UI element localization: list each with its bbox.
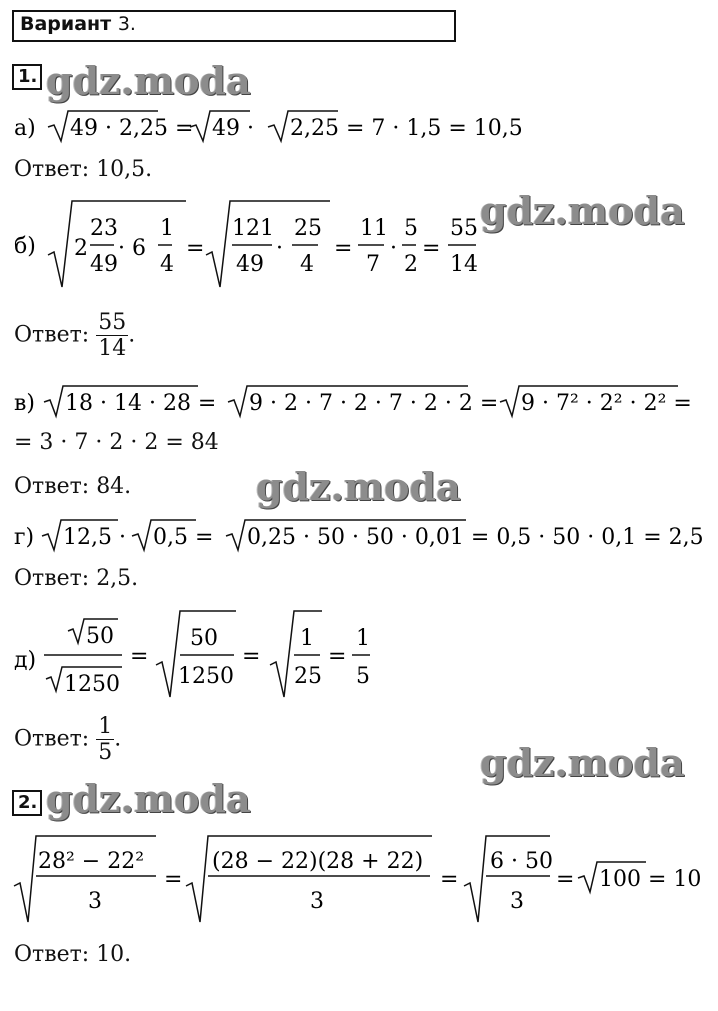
svg-text:1: 1 <box>356 626 370 651</box>
variant-number: 3. <box>117 13 136 35</box>
task2-number: 2. <box>12 790 42 816</box>
task1-v-answer: Ответ: 84. <box>14 474 132 499</box>
fraction-numerator: 1 <box>98 714 113 739</box>
task1-b-letter: б) <box>14 234 36 259</box>
svg-text:2: 2 <box>404 252 418 277</box>
svg-text:49: 49 <box>236 252 264 277</box>
svg-text:· 6: · 6 <box>118 236 146 261</box>
svg-text:49: 49 <box>90 252 118 277</box>
svg-text:=: = <box>164 867 183 892</box>
svg-text:5: 5 <box>356 664 370 689</box>
task1-g-answer: Ответ: 2,5. <box>14 566 139 591</box>
svg-text:=: = <box>328 644 347 669</box>
svg-text:14: 14 <box>450 252 478 277</box>
answer-fraction <box>96 310 128 361</box>
svg-text:·: · <box>276 236 283 261</box>
fraction-numerator: 55 <box>98 310 127 335</box>
svg-text:·: · <box>390 236 397 261</box>
answer-label: Ответ: <box>14 726 90 752</box>
task1-v-expression <box>10 382 710 426</box>
task2-answer: Ответ: 10. <box>14 942 132 967</box>
svg-text:2: 2 <box>74 236 88 261</box>
svg-text:3: 3 <box>510 889 524 914</box>
variant-title <box>20 13 136 35</box>
svg-text:=: = <box>556 867 575 892</box>
task2-expression <box>10 830 716 930</box>
watermark: gdz.moda <box>256 464 461 509</box>
svg-text:9 · 7² · 2² · 2² =: 9 · 7² · 2² · 2² = <box>521 391 692 416</box>
svg-text:3: 3 <box>88 889 102 914</box>
svg-text:25: 25 <box>294 216 322 241</box>
watermark: gdz.moda <box>480 188 685 233</box>
task1-d-expression <box>10 605 410 705</box>
svg-text:1250: 1250 <box>178 664 234 689</box>
svg-text:в): в) <box>14 391 35 416</box>
svg-text:=: = <box>440 867 459 892</box>
svg-text:=: = <box>130 644 149 669</box>
task1-b-answer: Ответ: $\frac{55}{14}$ . <box>14 310 136 361</box>
svg-text:1: 1 <box>160 216 174 241</box>
task1-d-answer: Ответ: $\frac{1}{5}$ . <box>14 714 122 765</box>
svg-text:0,25 · 50 · 50 · 0,01 = 0,5 ·: 0,25 · 50 · 50 · 0,01 = 0,5 · 50 · 0,1 = 2,5 <box>247 525 704 550</box>
svg-text:г): г) <box>14 525 35 550</box>
svg-text:55: 55 <box>450 216 478 241</box>
svg-text:2,25 = 7 · 1,5 = 10,5: 2,25 = 7 · 1,5 = 10,5 <box>290 116 523 141</box>
svg-text:100 = 10: 100 = 10 <box>599 867 702 892</box>
task1-g-expression <box>10 514 710 558</box>
svg-text:=: = <box>186 236 205 261</box>
svg-text:11: 11 <box>360 216 388 241</box>
task1-number: 1. <box>12 64 42 90</box>
svg-text:=: = <box>334 236 353 261</box>
svg-text:18 · 14 · 28 =: 18 · 14 · 28 = <box>65 391 217 416</box>
variant-label: Вариант <box>20 13 112 35</box>
task1-v-line2: = 3 · 7 · 2 · 2 = 84 <box>14 430 219 455</box>
svg-text:0,5 =: 0,5 = <box>153 525 214 550</box>
svg-text:49 ·: 49 · <box>212 116 254 141</box>
svg-text:3: 3 <box>310 889 324 914</box>
svg-text:1: 1 <box>300 626 314 651</box>
svg-text:12,5 ·: 12,5 · <box>63 525 126 550</box>
svg-text:=: = <box>422 236 441 261</box>
fraction-denominator: 5 <box>98 740 113 765</box>
svg-text:9 · 2 · 7 · 2 · 7 · 2 · 2 =: 9 · 2 · 7 · 2 · 7 · 2 · 2 = <box>249 391 499 416</box>
svg-text:121: 121 <box>232 216 274 241</box>
task1-b-expression <box>10 195 490 295</box>
svg-text:28² − 22²: 28² − 22² <box>38 849 145 874</box>
watermark: gdz.moda <box>480 740 685 785</box>
svg-text:50: 50 <box>86 624 114 649</box>
task1-a-expression <box>10 105 550 149</box>
svg-text:49 · 2,25 =: 49 · 2,25 = <box>70 116 194 141</box>
svg-text:=: = <box>242 644 261 669</box>
watermark: gdz.moda <box>46 776 251 821</box>
task1-a-answer: Ответ: 10,5. <box>14 157 153 182</box>
svg-text:6 · 50: 6 · 50 <box>490 849 553 874</box>
answer-label: Ответ: <box>14 322 90 348</box>
svg-text:1250: 1250 <box>64 672 120 697</box>
fraction-denominator: 14 <box>98 336 127 361</box>
answer-fraction <box>96 714 114 765</box>
svg-text:4: 4 <box>160 252 174 277</box>
svg-text:50: 50 <box>190 626 218 651</box>
svg-text:(28 − 22)(28 + 22): (28 − 22)(28 + 22) <box>212 849 424 874</box>
svg-text:4: 4 <box>300 252 314 277</box>
svg-text:д): д) <box>14 648 37 673</box>
svg-text:25: 25 <box>294 664 322 689</box>
svg-text:7: 7 <box>366 252 380 277</box>
svg-text:5: 5 <box>404 216 418 241</box>
task1-a-letter: а) <box>14 116 36 141</box>
watermark: gdz.moda <box>46 58 251 103</box>
svg-text:23: 23 <box>90 216 118 241</box>
